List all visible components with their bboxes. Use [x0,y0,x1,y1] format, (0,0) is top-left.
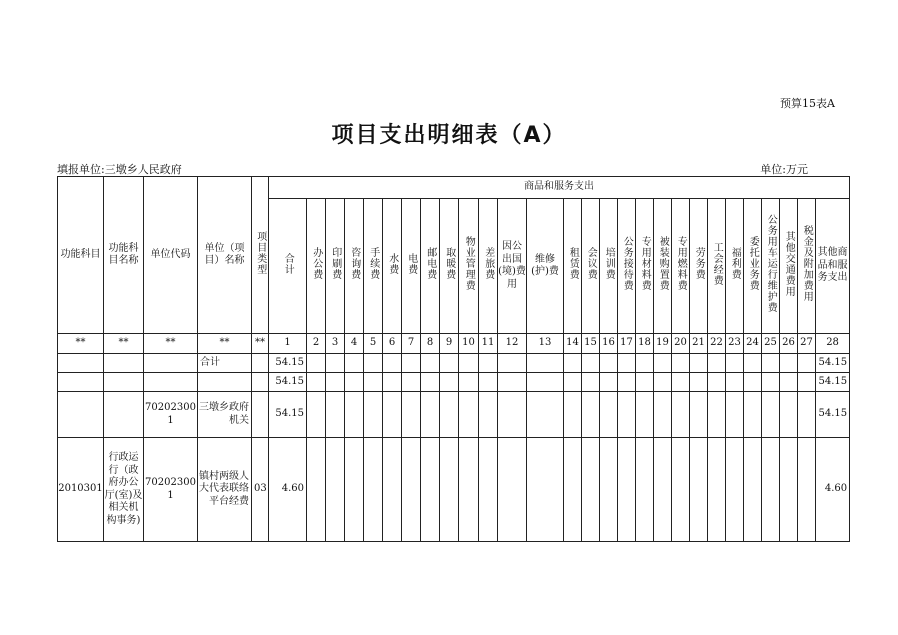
index-number: 14 [564,334,582,354]
index-number: 6 [383,334,402,354]
index-number: 8 [421,334,440,354]
header-unit-code: 单位代码 [144,177,198,334]
cell-func-name [104,354,144,373]
table-row [58,392,850,438]
header-col [690,199,708,334]
table-row [58,438,850,542]
header-col [636,199,654,334]
cell-func-code: 2010301 [58,438,104,542]
cell-unit-code: 702023001 [144,438,198,542]
index-number: 23 [726,334,744,354]
cell-unit-name [198,373,252,392]
index-number: 4 [345,334,364,354]
table-row [58,373,850,392]
table-row [58,354,850,373]
index-number: 26 [780,334,798,354]
index-stars: ** [144,334,198,354]
index-row [58,334,850,354]
header-col [479,199,498,334]
header-col-label: 专用燃料费 [675,236,687,292]
header-col-label: 其他交通费用 [783,230,795,297]
index-number: 19 [654,334,672,354]
header-col-label: 办公费 [310,247,322,281]
header-col-label: 手续费 [367,247,379,281]
header-col-label: 印刷费 [329,247,341,281]
cell-other: 4.60 [816,438,850,542]
index-number: 5 [364,334,383,354]
cell-unit-code [144,354,198,373]
header-group: 商品和服务支出 [269,177,850,199]
header-col [744,199,762,334]
cell-unit-code [144,373,198,392]
header-col [326,199,345,334]
header-col [708,199,726,334]
header-col-label: 公务接待费 [621,236,633,292]
cell-unit-name: 镇村两级人大代表联络平台经费 [198,438,252,542]
header-col: 因公出国(境)费用 [498,199,527,334]
header-col [345,199,364,334]
header-col-label: 邮电费 [424,247,436,281]
header-col [307,199,326,334]
header-col-label: 专用材料费 [639,236,651,292]
cell-func-name [104,392,144,438]
index-number: 25 [762,334,780,354]
header-col-label: 租赁费 [567,247,579,281]
header-col [798,199,816,334]
header-col-label: 劳务费 [693,247,705,281]
index-stars: ** [252,334,269,354]
header-unit-name: 单位（项目）名称 [198,177,252,334]
cell-other: 54.15 [816,354,850,373]
cell-func-code [58,354,104,373]
index-number: 15 [582,334,600,354]
index-number: 22 [708,334,726,354]
header-col [383,199,402,334]
expense-table [57,176,850,542]
header-col [269,199,307,334]
index-stars: ** [198,334,252,354]
index-number: 17 [618,334,636,354]
index-number: 3 [326,334,345,354]
header-col [762,199,780,334]
header-col [780,199,798,334]
header-col-label: 物业管理费 [463,236,475,292]
header-col [564,199,582,334]
cell-total: 4.60 [269,438,307,542]
cell-proj-type [252,392,269,438]
header-col: 维修(护)费 [527,199,564,334]
header-col-label: 水费 [386,252,398,275]
header-col [618,199,636,334]
index-number: 21 [690,334,708,354]
header-func-name: 功能科目名称 [104,177,144,334]
header-col-label: 工会经费 [711,241,723,286]
header-col-label: 会议费 [585,247,597,281]
index-number: 2 [307,334,326,354]
cell-func-name: 行政运行（政府办公厅(室)及相关机构事务) [104,438,144,542]
index-stars: ** [104,334,144,354]
index-number: 16 [600,334,618,354]
cell-total: 54.15 [269,373,307,392]
cell-func-name [104,373,144,392]
cell-unit-name: 合计 [198,354,252,373]
header-col [672,199,690,334]
header-col [440,199,459,334]
header-row-group [58,177,850,199]
header-col [582,199,600,334]
cell-proj-type: 03 [252,438,269,542]
header-col [364,199,383,334]
header-col [654,199,672,334]
header-proj-type-label: 项目类型 [254,230,266,275]
header-col-label: 培训费 [603,247,615,281]
index-number: 24 [744,334,762,354]
index-number: 7 [402,334,421,354]
index-number: 13 [527,334,564,354]
header-func-code: 功能科目 [58,177,104,334]
header-col [421,199,440,334]
reporting-unit: 填报单位:三墩乡人民政府 [57,163,182,176]
index-stars: ** [58,334,104,354]
header-col-label: 合计 [282,252,294,275]
index-number: 12 [498,334,527,354]
cell-unit-name: 三墩乡政府机关 [198,392,252,438]
index-number: 20 [672,334,690,354]
index-number: 11 [479,334,498,354]
page-title: 项目支出明细表（A） [331,123,567,148]
index-number: 1 [269,334,307,354]
header-col-label: 福利费 [729,247,741,281]
header-col [459,199,479,334]
index-number: 9 [440,334,459,354]
header-col [726,199,744,334]
header-col [402,199,421,334]
header-col: 其他商品和服务支出 [816,199,850,334]
header-col-label: 公务用车运行维护费 [765,214,777,314]
cell-proj-type [252,373,269,392]
currency-unit: 单位:万元 [760,163,808,176]
header-col-label: 差旅费 [482,247,494,281]
index-number: 10 [459,334,479,354]
header-col-label: 咨询费 [348,247,360,281]
index-number: 27 [798,334,816,354]
header-col-label: 税金及附加费用 [801,225,813,303]
index-number: 18 [636,334,654,354]
cell-other: 54.15 [816,373,850,392]
cell-unit-code: 702023001 [144,392,198,438]
header-col-label: 取暖费 [443,247,455,281]
form-code: 预算15表A [780,97,835,110]
cell-proj-type [252,354,269,373]
header-col-label: 委托业务费 [747,236,759,292]
cell-total: 54.15 [269,354,307,373]
index-number: 28 [816,334,850,354]
cell-total: 54.15 [269,392,307,438]
header-col-label: 电费 [405,252,417,275]
cell-other: 54.15 [816,392,850,438]
cell-func-code [58,373,104,392]
header-col [600,199,618,334]
cell-func-code [58,392,104,438]
header-proj-type [252,177,269,334]
header-col-label: 被装购置费 [657,236,669,292]
